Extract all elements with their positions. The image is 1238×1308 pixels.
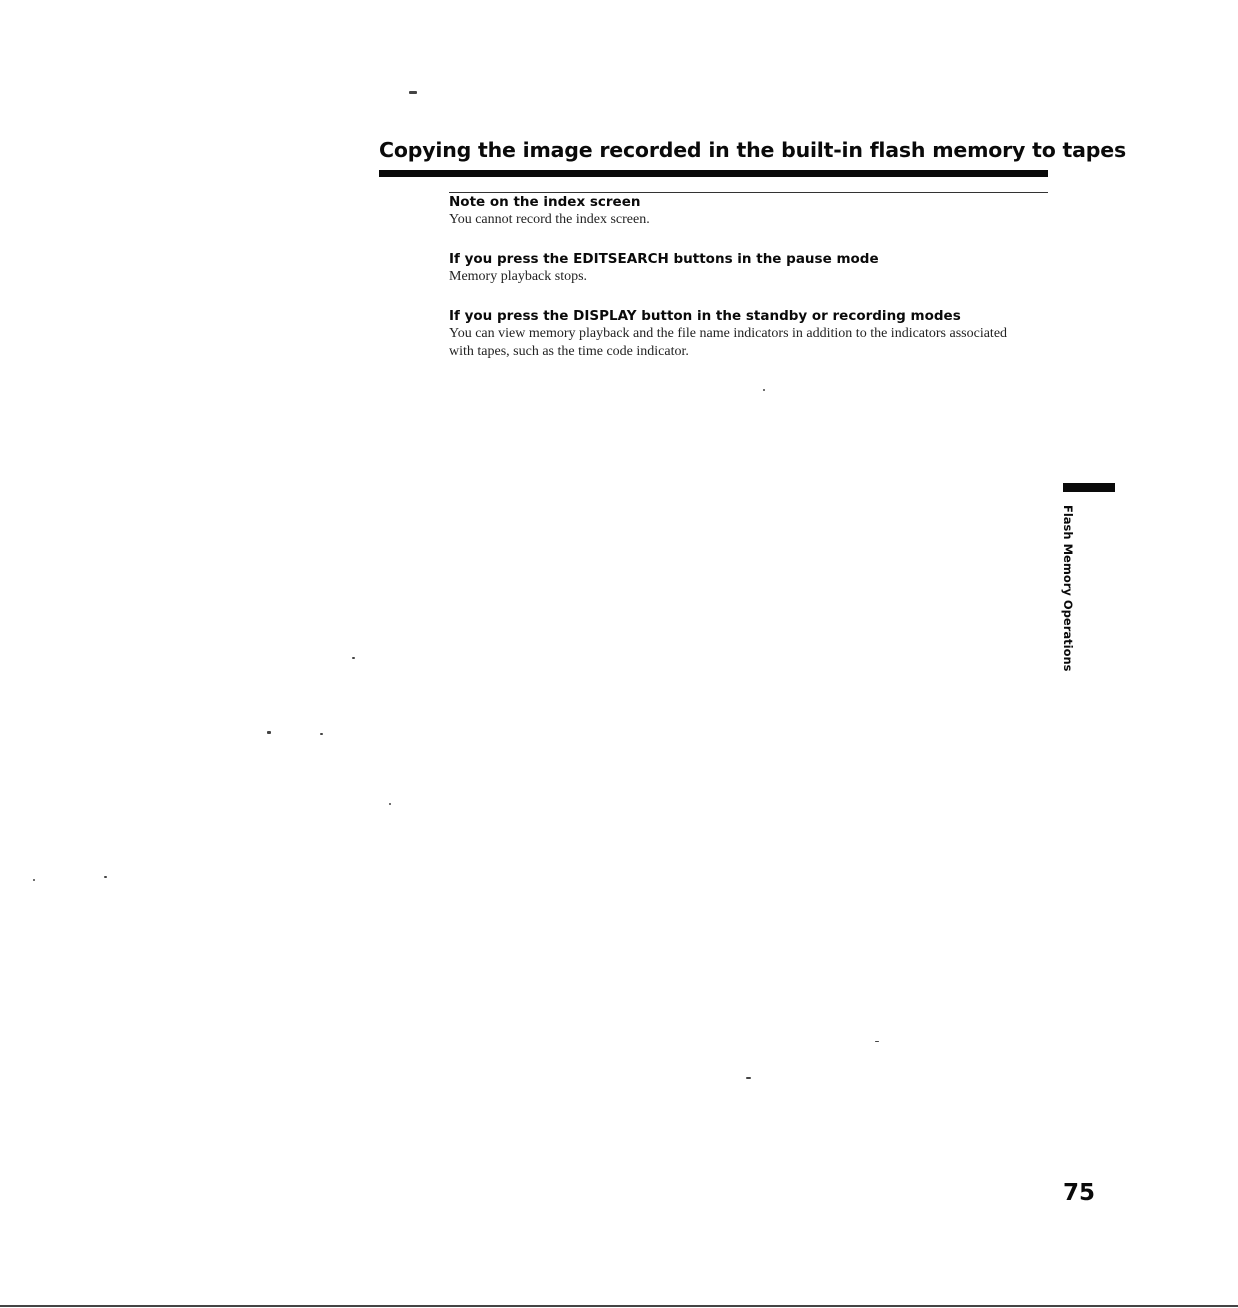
note-index-screen <box>449 194 1009 229</box>
scan-mark <box>409 91 417 94</box>
scan-speck <box>320 733 323 735</box>
side-tab-bar <box>1063 483 1115 492</box>
scan-speck <box>352 657 355 659</box>
note-heading: Note on the index screen <box>449 194 641 210</box>
scan-speck <box>746 1077 751 1079</box>
scan-speck <box>33 879 35 881</box>
note-body: You can view memory playback and the file name indicators in addition to the indicators associated with tapes, such as the time code indicator. <box>449 326 1008 359</box>
scan-speck <box>389 803 391 805</box>
scan-speck <box>875 1041 879 1042</box>
scan-speck <box>763 389 765 391</box>
section-rule <box>449 192 1048 193</box>
note-heading: If you press the EDITSEARCH buttons in the pause mode <box>449 251 879 267</box>
note-heading: If you press the DISPLAY button in the standby or recording modes <box>449 308 961 324</box>
scan-speck <box>104 876 107 878</box>
scan-speck <box>267 731 271 734</box>
page-number: 75 <box>1063 1180 1096 1206</box>
note-body: You cannot record the index screen. <box>449 212 650 227</box>
note-body: Memory playback stops. <box>449 269 588 284</box>
side-tab-label: Flash Memory Operations <box>1061 505 1075 672</box>
page-edge <box>0 1305 1238 1307</box>
title-rule <box>379 170 1048 177</box>
page-title: Copying the image recorded in the built-in flash memory to tapes <box>379 138 1126 162</box>
note-display-button <box>449 308 1009 361</box>
note-editsearch <box>449 251 1009 286</box>
